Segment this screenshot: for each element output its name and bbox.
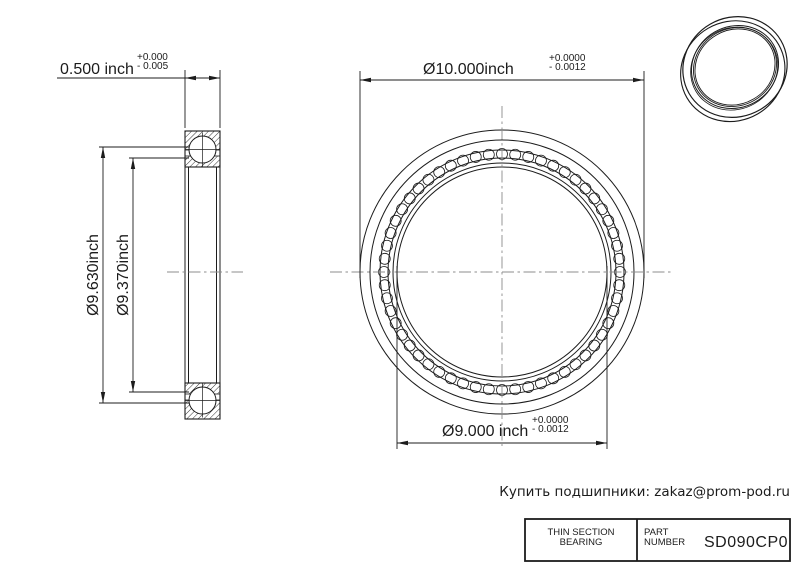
- title-block-product-type: [525, 528, 637, 548]
- tolerance-plus: +0.0000: [532, 415, 569, 426]
- tolerance-plus: +0.000: [137, 52, 168, 63]
- arrow-down: [101, 392, 105, 403]
- outer-diameter-tolerance: [549, 55, 586, 72]
- tolerance-plus: +0.0000: [549, 53, 586, 64]
- isometric-view: [661, 0, 800, 141]
- title-block-part-label: [644, 528, 685, 548]
- contact-note: Купить подшипники: zakaz@prom-pod.ru: [499, 484, 790, 500]
- arrow-down: [131, 381, 135, 392]
- tolerance-minus: - 0.005: [137, 60, 169, 72]
- front-view: [330, 106, 674, 446]
- inner-race-dimension: [129, 158, 189, 392]
- arrow-right: [209, 76, 220, 80]
- side-view-hatched-rings: [185, 131, 220, 419]
- side-view-bore-lines: [185, 167, 220, 383]
- inner-race-diameter-label: Ø9.370inch: [115, 234, 132, 316]
- product-type-line2: BEARING: [559, 537, 603, 548]
- tolerance-minus: - 0.0012: [532, 423, 569, 435]
- bore-diameter-tolerance: [532, 417, 569, 434]
- bore-diameter-dimension: [397, 266, 607, 449]
- bore-diameter-label: Ø9.000 inch: [442, 423, 529, 440]
- outer-race-dimension: [99, 147, 189, 403]
- arrow-up: [101, 147, 105, 158]
- part-number: SD090CP0: [704, 534, 789, 551]
- tolerance-minus: - 0.0012: [549, 61, 586, 73]
- width-dimension-label: 0.500 inch: [60, 61, 134, 78]
- width-dimension-tolerance: [137, 54, 168, 71]
- outer-race-diameter-label: Ø9.630inch: [85, 234, 102, 316]
- arrow-left: [397, 441, 408, 445]
- arrow-up: [131, 158, 135, 169]
- product-type-line1: THIN SECTION: [547, 527, 615, 538]
- arrow-right: [633, 78, 644, 82]
- arrow-left: [185, 76, 196, 80]
- part-label-line2: NUMBER: [644, 537, 686, 548]
- side-view-cross-section: [167, 131, 243, 419]
- arrow-right: [596, 441, 607, 445]
- part-label-line1: PART: [644, 527, 669, 538]
- arrow-left: [360, 78, 371, 82]
- outer-diameter-label: Ø10.000inch: [423, 61, 514, 78]
